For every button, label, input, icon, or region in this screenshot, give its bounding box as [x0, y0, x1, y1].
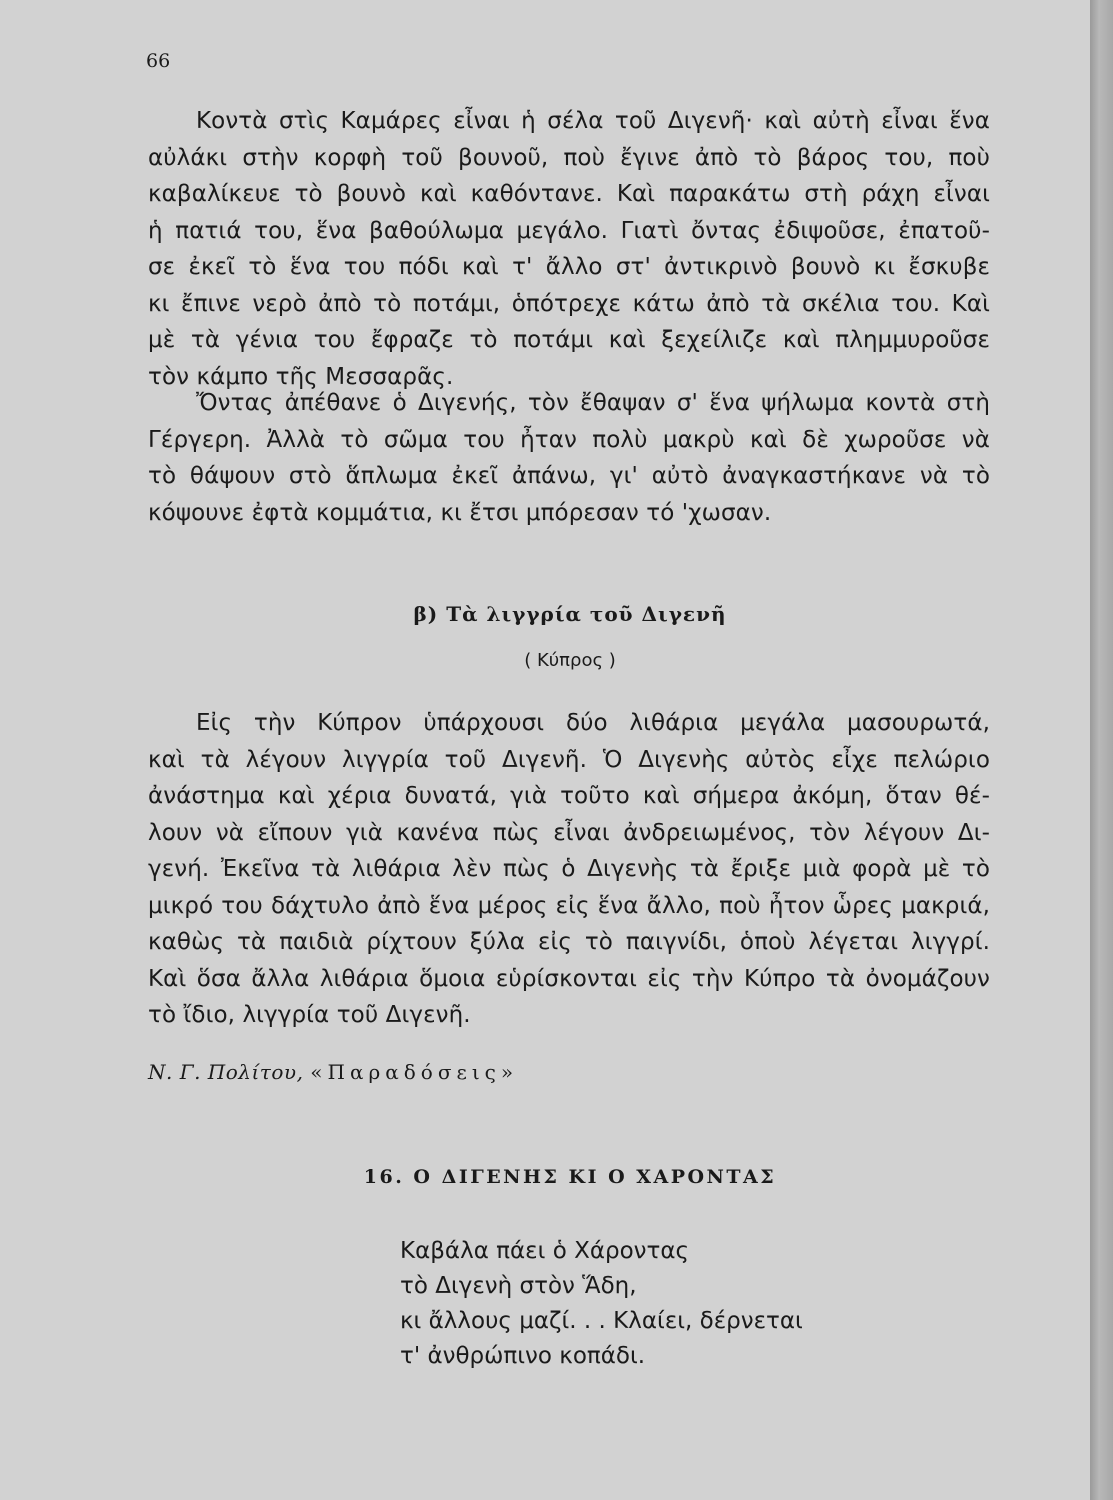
source-author: Ν. Γ. Πολίτου, [148, 1060, 304, 1084]
page-edge [1090, 0, 1113, 1500]
text-line: ἡ πατιά του, ἕνα βαθούλωμα μεγάλο. Γιατὶ ὄντας ἐδιψοῦσε, ἐπατοῦ- [148, 217, 990, 244]
text-line: καὶ τὰ λέγουν λιγγρία τοῦ Διγενῆ. Ὁ Διγενὴς αὐτὸς εἶχε πελώριο [148, 746, 990, 773]
subheading-location: ( Κύπρος ) [524, 650, 616, 671]
text-line: τὸν κάμπο τῆς Μεσσαρᾶς. [148, 363, 454, 390]
poem-line: τὸ Διγενὴ στὸν Ἅδη, [400, 1273, 637, 1299]
poem-line: κι ἄλλους μαζί. . . Κλαίει, δέρνεται [400, 1308, 803, 1334]
text-line: μικρό του δάχτυλο ἀπὸ ἕνα μέρος εἰς ἕνα ἄλλο, ποὺ ἦτον ὧρες μακριά, [148, 892, 990, 919]
text-line: καβαλίκευε τὸ βουνὸ καὶ καθόντανε. Καὶ παρακάτω στὴ ράχη εἶναι [148, 181, 990, 207]
section-title: 16. Ο ΔΙΓΕΝΗΣ ΚΙ Ο ΧΑΡΟΝΤΑΣ [363, 1166, 777, 1188]
text-line: σε ἐκεῖ τὸ ἕνα του πόδι καὶ τ' ἄλλο στ' ἀντικρινὸ βουνὸ κι ἔσκυβε [148, 254, 990, 280]
text-line: Καὶ ὅσα ἄλλα λιθάρια ὅμοια εὑρίσκονται εἰς τὴν Κύπρο τὰ ὀνομάζουν [148, 965, 990, 992]
text-line: Κοντὰ στὶς Καμάρες εἶναι ἡ σέλα τοῦ Διγενῆ· καὶ αὐτὴ εἶναι ἕνα [196, 108, 990, 134]
poem-line: Καβάλα πάει ὁ Χάροντας [400, 1238, 690, 1264]
text-line: κόψουνε ἐφτὰ κομμάτια, κι ἔτσι μπόρεσαν τό 'χωσαν. [148, 499, 772, 526]
paragraph-burial [148, 385, 990, 531]
text-line: τὸ ἴδιο, λιγγρία τοῦ Διγενῆ. [148, 1002, 471, 1028]
poem-line: τ' ἀνθρώπινο κοπάδι. [400, 1343, 646, 1369]
text-line: Ὄντας ἀπέθανε ὁ Διγενής, τὸν ἔθαψαν σ' ἕνα ψήλωμα κοντὰ στὴ [196, 390, 990, 416]
page-number: 66 [146, 50, 171, 72]
text-line: μὲ τὰ γένια του ἔφραζε τὸ ποτάμι καὶ ξεχείλιζε καὶ πλημμυροῦσε [148, 327, 990, 353]
text-line: κι ἔπινε νερὸ ἀπὸ τὸ ποτάμι, ὁπότρεχε κάτω ἀπὸ τὰ σκέλια του. Καὶ [148, 290, 990, 317]
text-line: τὸ θάψουν στὸ ἅπλωμα ἐκεῖ ἀπάνω, γι' αὐτὸ ἀναγκαστήκανε νὰ τὸ [148, 463, 990, 489]
text-line: καθὼς τὰ παιδιὰ ρίχτουν ξύλα εἰς τὸ παιγνίδι, ὁποὺ λέγεται λιγγρί. [148, 929, 990, 955]
paragraph-cyprus [148, 705, 990, 1034]
text-line: Γέργερη. Ἀλλὰ τὸ σῶμα του ἦταν πολὺ μακρὺ καὶ δὲ χωροῦσε νὰ [148, 426, 990, 453]
source-citation [148, 1060, 518, 1084]
text-line: ἀνάστημα καὶ χέρια δυνατά, γιὰ τοῦτο καὶ σήμερα ἀκόμη, ὅταν θέ- [148, 783, 990, 809]
paragraph-camares [148, 103, 990, 395]
text-line: αὐλάκι στὴν κορφὴ τοῦ βουνοῦ, ποὺ ἔγινε ἀπὸ τὸ βάρος του, ποὺ [148, 144, 990, 171]
text-line: Εἰς τὴν Κύπρον ὑπάρχουσι δύο λιθάρια μεγάλα μασουρωτά, [196, 710, 990, 736]
text-line: λουν νὰ εἴπουν γιὰ κανένα πὼς εἶναι ἀνδρειωμένος, τὸν λέγουν Δι- [148, 819, 990, 846]
source-work: «Παραδόσεις» [310, 1060, 519, 1084]
text-line: γενή. Ἐκεῖνα τὰ λιθάρια λὲν πὼς ὁ Διγενὴς τὰ ἔριξε μιὰ φορὰ μὲ τὸ [148, 856, 990, 882]
poem [400, 1234, 803, 1374]
subheading: β) Τὰ λιγγρία τοῦ Διγενῆ [413, 602, 727, 626]
